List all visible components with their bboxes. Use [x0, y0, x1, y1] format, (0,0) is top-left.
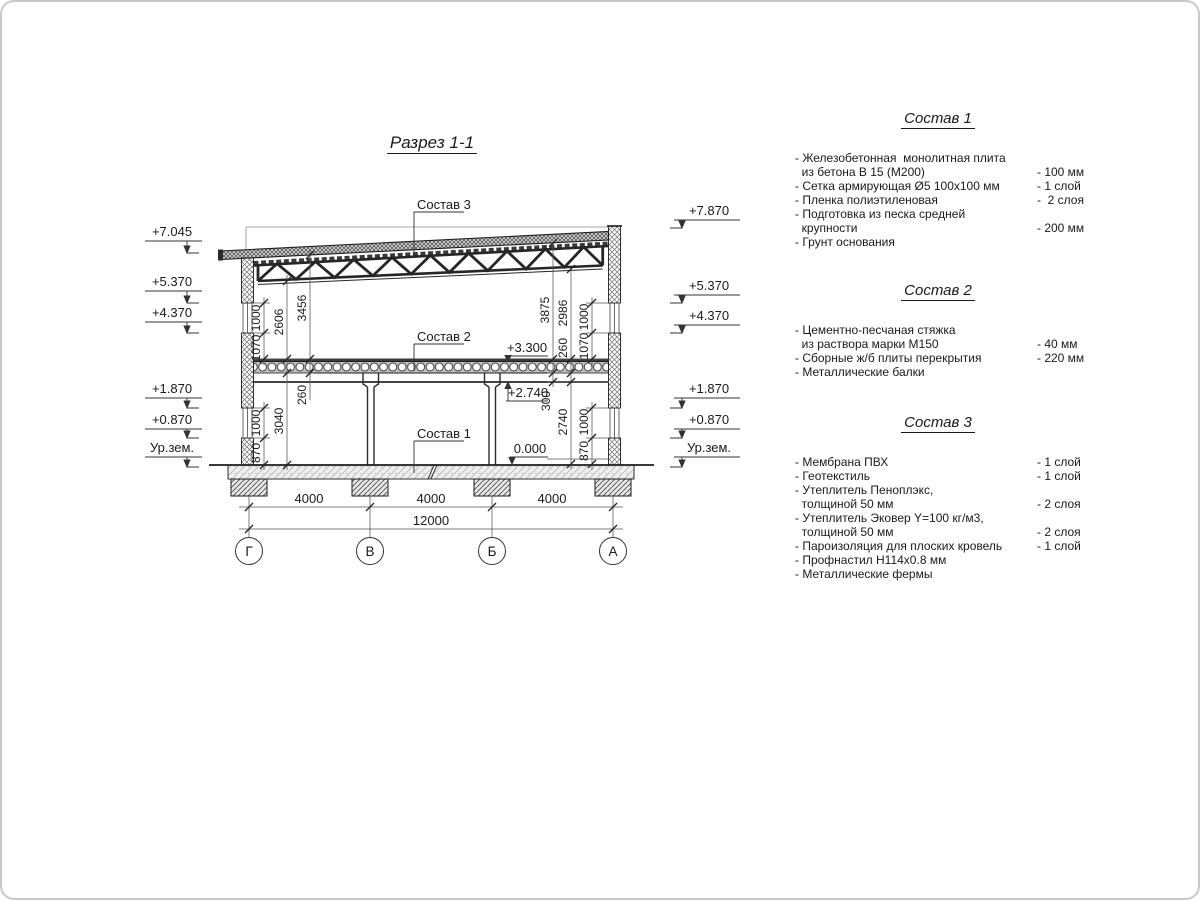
list-item: - Утеплитель Эковер Y=100 кг/м3,	[795, 511, 984, 525]
level-mark: +2.740	[507, 385, 549, 400]
composition-3-title: Состав 3	[795, 416, 1107, 430]
level-mark: Ур.зем.	[149, 440, 195, 455]
level-mark: +1.870	[688, 381, 730, 396]
list-item: из раствора марки М150 - 40 мм	[795, 337, 1078, 351]
level-mark: +4.370	[688, 308, 730, 323]
svg-text:1070: 1070	[249, 334, 263, 362]
level-mark: +1.870	[151, 381, 193, 396]
svg-text:1070: 1070	[577, 332, 591, 360]
layer-callout-label: Состав 1	[417, 426, 471, 441]
level-mark: +7.045	[151, 224, 193, 239]
layer-callout-label: Состав 2	[417, 329, 471, 344]
level-mark: +5.370	[688, 278, 730, 293]
composition-list-3	[795, 416, 1107, 581]
axis-label: Г	[245, 544, 253, 559]
roof-assembly	[218, 232, 609, 264]
layer-callout-label: Состав 3	[417, 197, 471, 212]
svg-text:870: 870	[577, 440, 591, 462]
svg-text:1000: 1000	[249, 409, 263, 437]
list-item: - Профнастил Н114х0.8 мм	[795, 553, 947, 567]
svg-text:1000: 1000	[577, 303, 591, 331]
composition-2-title: Состав 2	[795, 284, 1107, 298]
list-item: - Железобетонная монолитная плита	[795, 151, 1006, 165]
svg-text:4000: 4000	[416, 491, 446, 506]
list-item: - Цементно-песчаная стяжка	[795, 323, 956, 337]
level-mark: +7.870	[688, 203, 730, 218]
list-item: - Сборные ж/б плиты перекрытия - 220 мм	[795, 351, 1085, 365]
svg-text:3040: 3040	[272, 407, 286, 435]
svg-text:2606: 2606	[272, 308, 286, 336]
composition-list-2	[795, 284, 1107, 379]
list-item: толщиной 50 мм - 2 слоя	[795, 497, 1081, 511]
window-right-upper	[610, 303, 619, 333]
list-item: - Сетка армирующая Ø5 100х100 мм - 1 слой	[795, 179, 1081, 193]
list-item: из бетона В 15 (М200) - 100 мм	[795, 165, 1085, 179]
level-mark: +4.370	[151, 305, 193, 320]
list-item: - Пленка полиэтиленовая - 2 слоя	[795, 193, 1084, 207]
composition-1-title: Состав 1	[795, 112, 1107, 126]
svg-text:2986: 2986	[556, 299, 570, 327]
svg-text:1000: 1000	[577, 408, 591, 436]
column-axis-B2	[363, 373, 379, 465]
list-item: - Мембрана ПВХ - 1 слой	[795, 455, 1081, 469]
svg-text:2740: 2740	[556, 408, 570, 436]
list-item: - Геотекстиль - 1 слой	[795, 469, 1081, 483]
axis-label: Б	[487, 544, 497, 559]
svg-text:12000: 12000	[412, 513, 450, 528]
elevation-markers-left	[145, 224, 202, 467]
bay-dimension-labels	[295, 491, 567, 528]
bottom-dimensions	[236, 491, 627, 565]
svg-text:870: 870	[249, 442, 263, 464]
svg-text:260: 260	[556, 337, 570, 359]
list-item: - Пароизоляция для плоских кровель - 1 слой	[795, 539, 1081, 553]
list-item: - Подготовка из песка средней	[795, 207, 966, 221]
composition-list-1	[795, 112, 1107, 249]
level-mark: +0.870	[688, 412, 730, 427]
svg-text:4000: 4000	[294, 491, 324, 506]
level-mark: +3.300	[506, 340, 548, 355]
column-axis-B1	[485, 373, 501, 465]
axis-label: А	[608, 544, 618, 559]
svg-text:260: 260	[295, 384, 309, 406]
window-right-lower	[610, 408, 619, 438]
list-item: - Металлические балки	[795, 365, 925, 379]
list-item: - Металлические фермы	[795, 567, 933, 581]
svg-text:300: 300	[539, 390, 553, 412]
svg-text:4000: 4000	[537, 491, 567, 506]
level-mark: 0.000	[513, 441, 547, 456]
level-mark: +5.370	[151, 274, 193, 289]
axis-label: В	[365, 544, 375, 559]
list-item: - Грунт основания	[795, 235, 895, 249]
list-item: крупности - 200 мм	[795, 221, 1085, 235]
svg-text:3456: 3456	[295, 294, 309, 322]
drawing-title-text: Разрез 1-1	[387, 133, 477, 154]
svg-text:3875: 3875	[538, 296, 552, 324]
roof-fascia	[218, 250, 223, 261]
list-item: - Утеплитель Пеноплэкс,	[795, 483, 934, 497]
axis-bubbles	[236, 538, 627, 565]
columns	[363, 373, 500, 465]
elevation-markers-right	[670, 203, 740, 467]
level-mark: +0.870	[151, 412, 193, 427]
list-item: толщиной 50 мм - 2 слоя	[795, 525, 1081, 539]
level-mark: Ур.зем.	[686, 440, 732, 455]
svg-text:1000: 1000	[249, 304, 263, 332]
